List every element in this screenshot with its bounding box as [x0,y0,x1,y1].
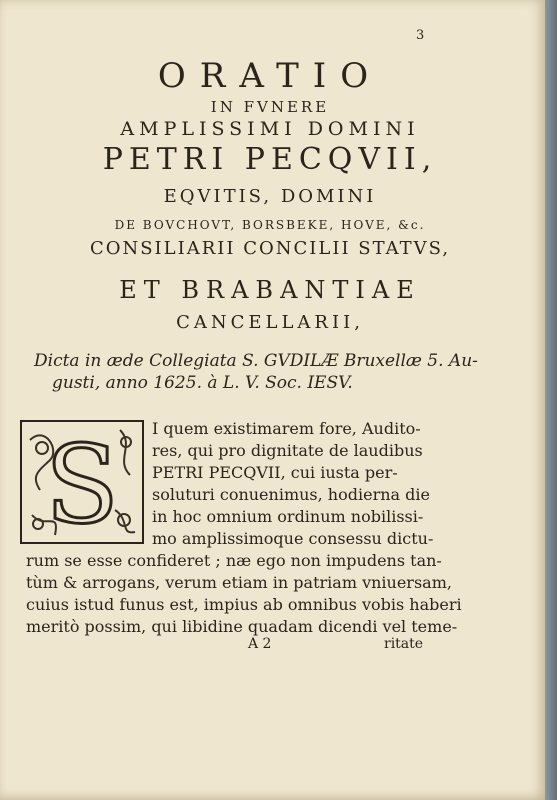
title-oratio: ORATIO [157,56,383,96]
dicta-line-2: gusti, anno 1625. à L. V. Soc. IESV. [52,373,353,393]
signature-mark: A 2 [248,636,272,652]
title-in-funere: IN FVNERE [210,98,330,116]
body-line-7: rum se esse confideret ; næ ego non impudens tan- [26,551,442,570]
body-line-10: meritò possim, qui libidine quadam dicendi vel teme- [26,617,458,636]
decorated-initial-icon [20,420,144,544]
title-cancellarii: CANCELLARII, [176,312,364,333]
body-line-9: cuius istud funus est, impius ab omnibus vobis haberi [26,595,462,614]
body-line-8: tùm & arrogans, verum etiam in patriam vniuersam, [26,573,452,592]
body-line-4: soluturi conuenimus, hodierna die [152,485,430,504]
page-number: 3 [416,28,425,43]
title-amplissimi-domini: AMPLISSIMI DOMINI [120,118,420,140]
dicta-line-1: Dicta in æde Collegiata S. GVDILÆ Bruxellæ 5. Au- [34,351,478,371]
body-line-2: res, qui pro dignitate de laudibus [152,441,423,460]
title-et-brabantiae: ET BRABANTIAE [119,276,421,304]
body-line-6: mo amplissimoque consessu dictu- [152,529,434,548]
body-line-5: in hoc omnium ordinum nobilissi- [152,507,424,526]
page-edge [545,0,557,800]
title-equitis-domini: EQVITIS, DOMINI [163,186,377,207]
title-consiliarii: CONSILIARII CONCILII STATVS, [89,238,451,259]
initial-letter: S [45,423,119,544]
title-places: DE BOVCHOVT, BORSBEKE, HOVE, &c. [114,218,426,232]
body-line-3: PETRI PECQVII, cui iusta per- [152,463,398,482]
catchword: ritate [384,636,424,652]
body-line-1: I quem existimarem fore, Audito- [152,419,421,438]
title-petri-pecquii: PETRI PECQVII, [102,142,438,177]
